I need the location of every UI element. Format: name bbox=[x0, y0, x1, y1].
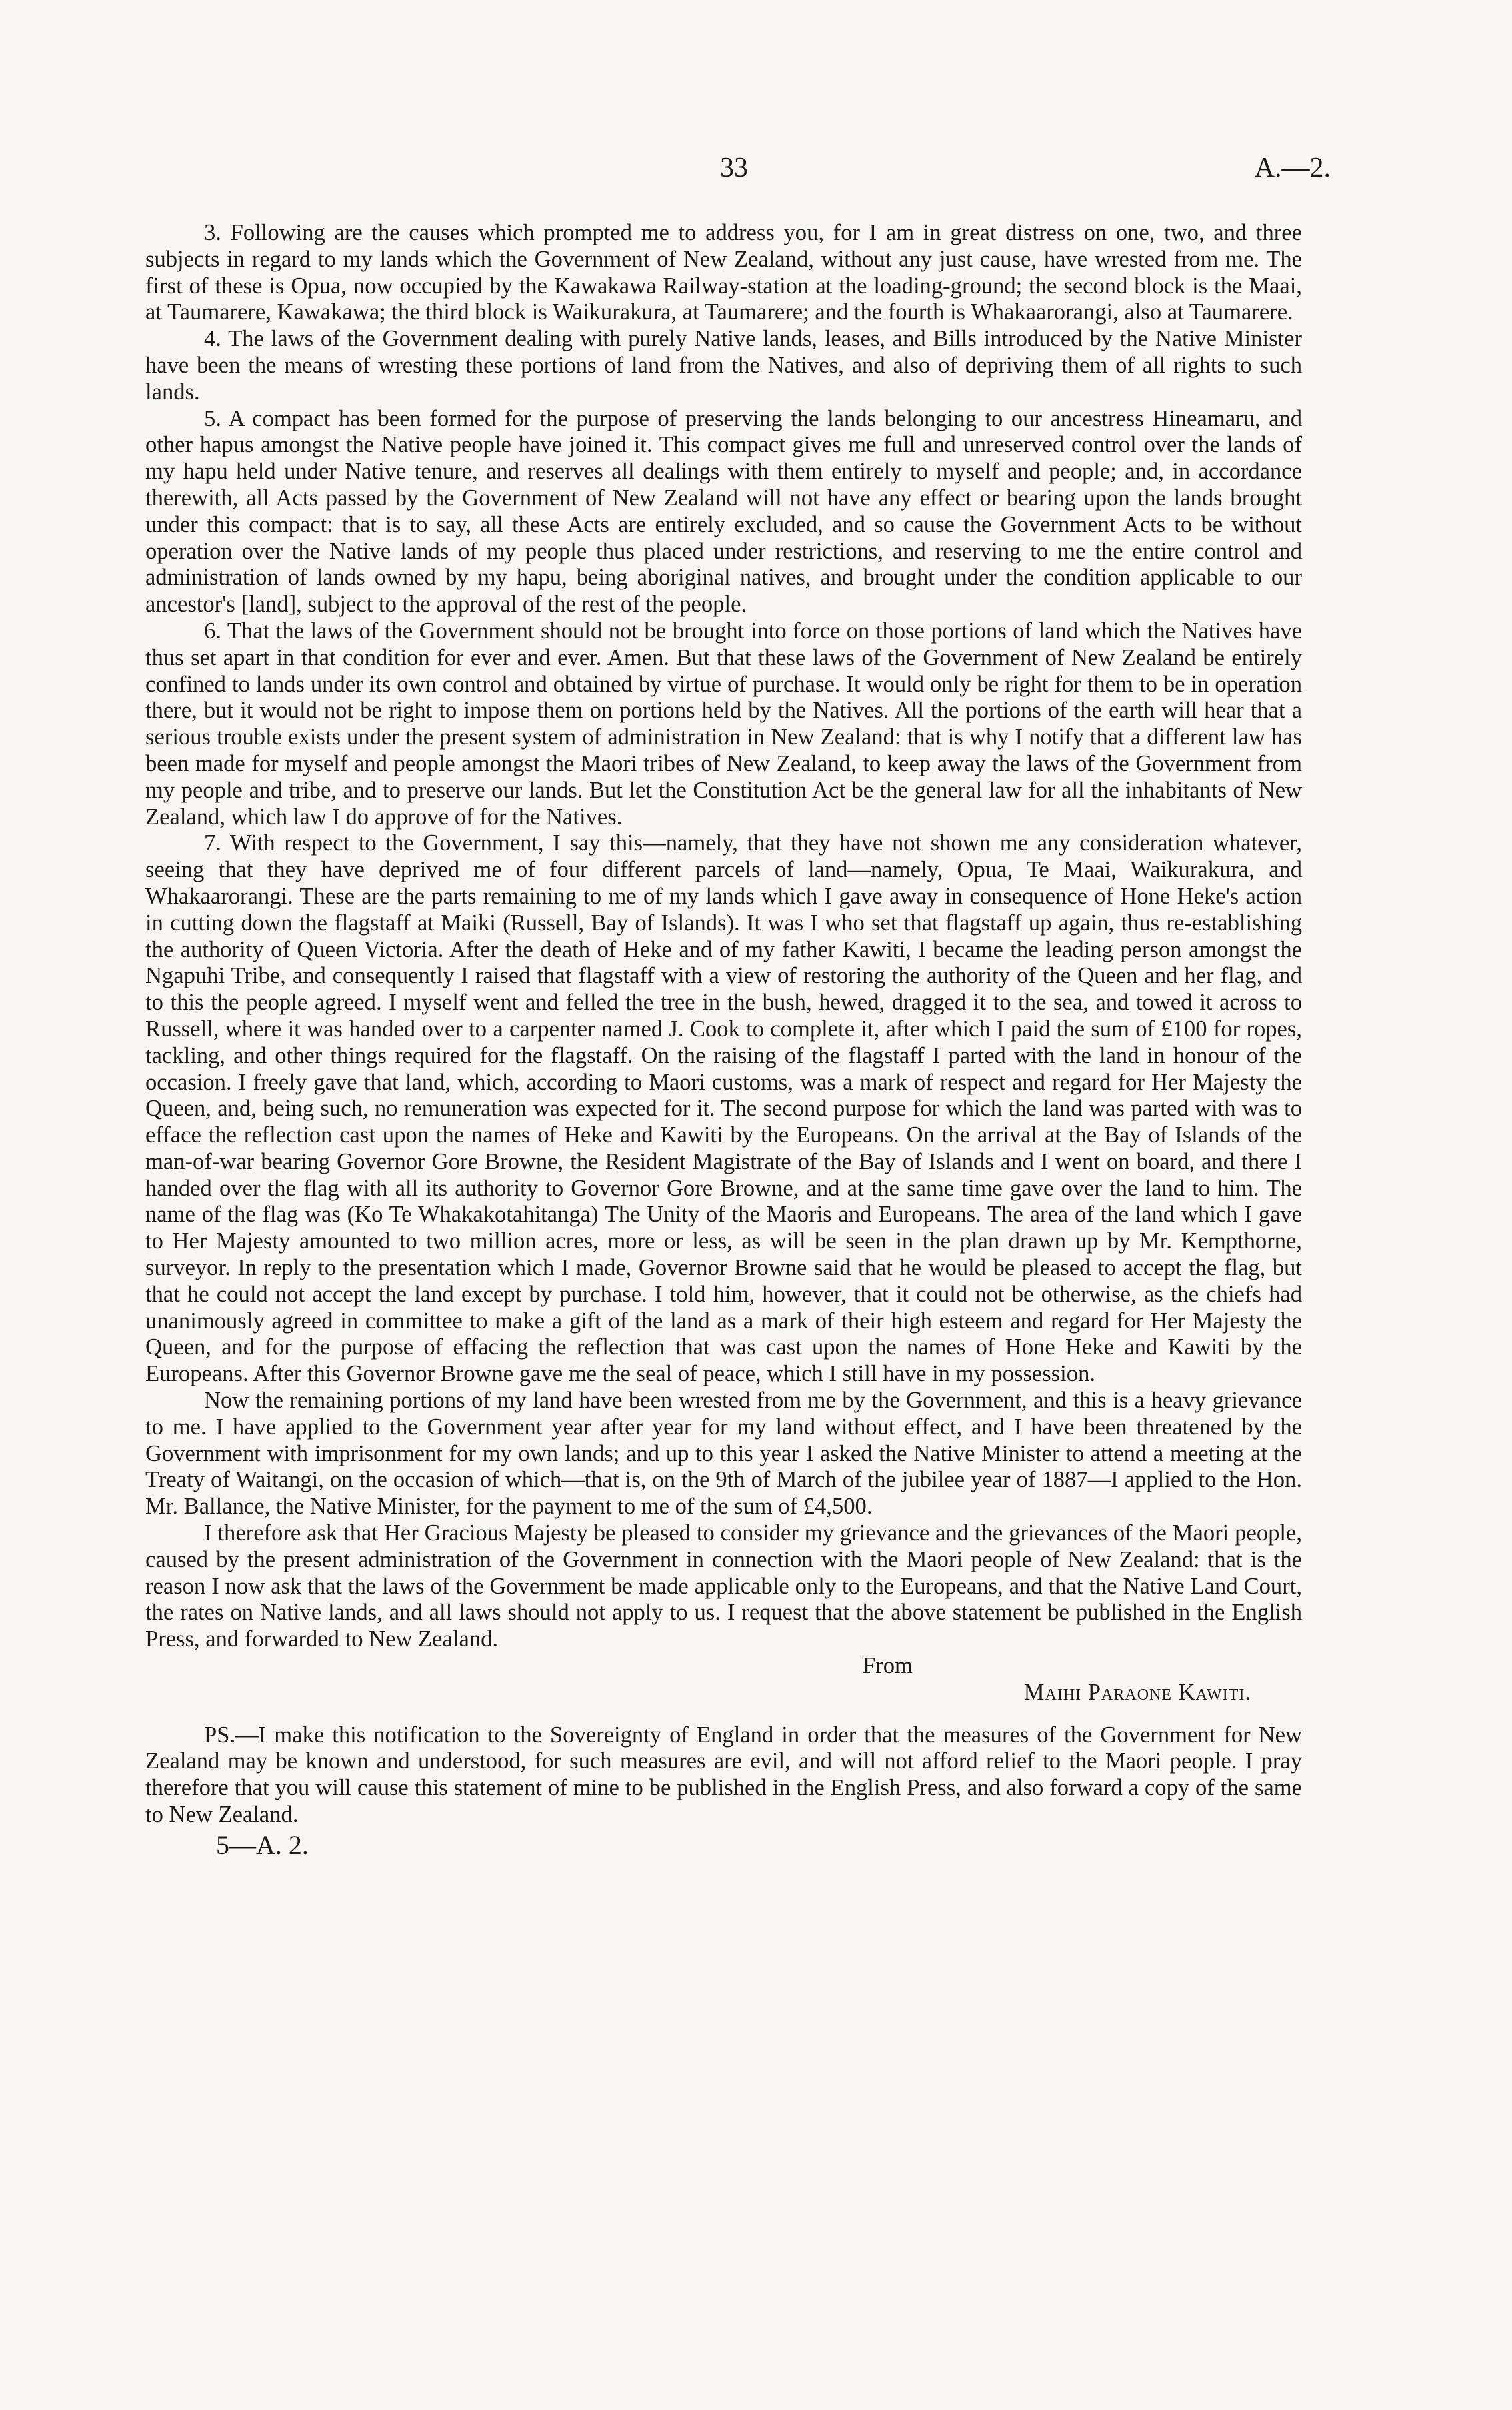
postscript: PS.—I make this notification to the Sovereignty of England in order that the measures of the Government for New Zealand may be known and understood, for such measures are evil, and will not afford relief to the Maori people. I pray therefore that you will cause this statement of mine to be published in the English Press, and also forward a copy of the same to New Zealand. bbox=[145, 1722, 1302, 1828]
paragraph-request: I therefore ask that Her Gracious Majesty be pleased to consider my grievance and the grievances of the Maori people, caused by the present administration of the Government in connection with the Maori people of New Zealand: that is the reason I now ask that the laws of the Government be made applicable only to the Europeans, and that the Native Land Court, the rates on Native lands, and all laws should not apply to us. I request that the above statement be published in the English Press, and forwarded to New Zealand. bbox=[145, 1520, 1302, 1652]
paragraph-5: 5. A compact has been formed for the purpose of preserving the lands belonging to our ancestress Hineamaru, and other hapus amongst the Native people have joined it. This compact gives me full and unreserved control over the lands of my hapu held under Native tenure, and reserves all dealings with them entirely to myself and people; and, in accordance therewith, all Acts passed by the Government of New Zealand will not have any effect or bearing upon the lands brought under this compact: that is to say, all these Acts are entirely excluded, and so cause the Government Acts to be without operation over the Native lands of my people thus placed under restrictions, and reserving to me the entire control and administration of lands owned by my hapu, being aboriginal natives, and brought under the condition applicable to our ancestor's [land], subject to the approval of the rest of the people. bbox=[145, 405, 1302, 618]
paragraph-3: 3. Following are the causes which prompted me to address you, for I am in great distress on one, two, and three subjects in regard to my lands which the Government of New Zealand, without any just cause, have wrested from me. The first of these is Opua, now occupied by the Kawakawa Railway-station at the loading-ground; the second block is the Maai, at Taumarere, Kawakawa; the third block is Waikurakura, at Taumarere; and the fourth is Whakaarorangi, also at Taumarere. bbox=[145, 220, 1302, 325]
paragraph-remaining-land: Now the remaining portions of my land have been wrested from me by the Government, and this is a heavy grievance to me. I have applied to the Government year after year for my land without effect, and I have been threatened by the Government with imprisonment for my own lands; and up to this year I asked the Native Minister to attend a meeting at the Treaty of Waitangi, on the occasion of which—that is, on the 9th of March of the jubilee year of 1887—I applied to the Hon. Mr. Ballance, the Native Minister, for the payment to me of the sum of £4,500. bbox=[145, 1388, 1302, 1520]
body-text bbox=[145, 220, 1302, 1862]
sheet-reference: 5—A. 2. bbox=[216, 1829, 309, 1860]
page-number: 33 bbox=[720, 153, 748, 183]
paragraph-6: 6. That the laws of the Government should not be brought into force on those portions of land which the Natives have thus set apart in that condition for ever and ever. Amen. But that these laws of the Government of New Zealand be entirely confined to lands under its own control and obtained by virtue of purchase. It would only be right for them to be in operation there, but it would not be right to impose them on portions held by the Natives. All the portions of the earth will hear that a serious trouble exists under the present system of administration in New Zealand: that is why I notify that a different law has been made for myself and people amongst the Maori tribes of New Zealand, to keep away the laws of the Government from my people and tribe, and to preserve our lands. But let the Constitution Act be the general law for all the inhabitants of New Zealand, which law I do approve of for the Natives. bbox=[145, 618, 1302, 830]
paragraph-7: 7. With respect to the Government, I say this—namely, that they have not shown me any consideration whatever, seeing that they have deprived me of four different parcels of land—namely, Opua, Te Maai, Waikurakura, and Whakaarorangi. These are the parts remaining to me of my lands which I gave away in consequence of Hone Heke's action in cutting down the flagstaff at Maiki (Russell, Bay of Islands). It was I who set that flagstaff up again, thus re-establishing the authority of Queen Victoria. After the death of Heke and of my father Kawiti, I became the leading person amongst the Ngapuhi Tribe, and consequently I raised that flagstaff with a view of restoring the authority of the Queen and her flag, and to this the people agreed. I myself went and felled the tree in the bush, hewed, dragged it to the sea, and towed it across to Russell, where it was handed over to a carpenter named J. Cook to complete it, after which I paid the sum of £100 for ropes, tackling, and other things required for the flagstaff. On the raising of the flagstaff I parted with the land in honour of the occasion. I freely gave that land, which, according to Maori customs, was a mark of respect and regard for Her Majesty the Queen, and, being such, no remuneration was expected for it. The second purpose for which the land was parted with was to efface the reflection cast upon the names of Heke and Kawiti by the Europeans. On the arrival at the Bay of Islands of the man-of-war bearing Governor Gore Browne, the Resident Magistrate of the Bay of Islands and I went on board, and there I handed over the flag with all its authority to Governor Gore Browne, and at the same time gave over the land to him. The name of the flag was (Ko Te Whakakotahitanga) The Unity of the Maoris and Europeans. The area of the land which I gave to Her Majesty amounted to two million acres, more or less, as will be seen in the plan drawn up by Mr. Kempthorne, surveyor. In reply to the presentation which I made, Governor Browne said that he would be pleased to accept the flag, but that he could not accept the land except by purchase. I told him, however, that it could not be otherwise, as the chiefs had unanimously agreed in committee to make a gift of the land as a mark of their high esteem and regard for Her Majesty the Queen, and for the purpose of effacing the reflection that was cast upon the names of Hone Heke and Kawiti by the Europeans. After this Governor Browne gave me the seal of peace, which I still have in my possession. bbox=[145, 830, 1302, 1387]
signature-from: From bbox=[863, 1653, 913, 1679]
paper-reference: A.—2. bbox=[1254, 153, 1331, 183]
paragraph-4: 4. The laws of the Government dealing with purely Native lands, leases, and Bills introduced by the Native Minister have been the means of wresting these portions of land from the Natives, and also of depriving them of all rights to such lands. bbox=[145, 326, 1302, 405]
signature-name: Maihi Paraone Kawiti. bbox=[1023, 1679, 1251, 1705]
